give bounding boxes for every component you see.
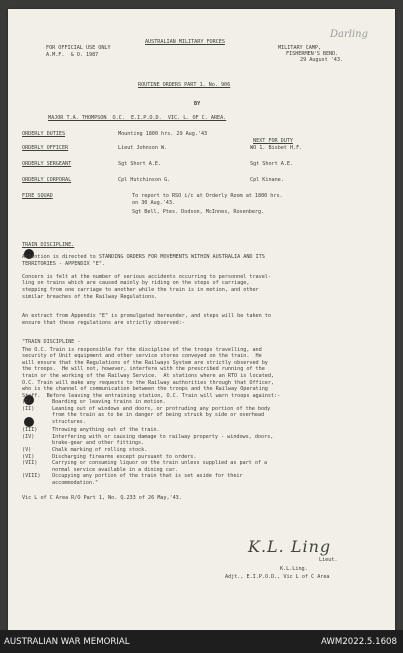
list-item-text: Carrying or consuming liquor on the train unless supplied as part of a xyxy=(52,460,268,467)
form-reference: A.M.F. & O. 1987 xyxy=(46,52,99,58)
body-line: who is the channel of communication between the troops and the Railway Operating xyxy=(22,386,268,393)
body-line: train or the working of the Railway Service. At stations where an RTO is located, xyxy=(22,373,274,379)
camp-location: FISHERMEN'S BEND. xyxy=(286,51,339,57)
official-use-label: FOR OFFICIAL USE ONLY xyxy=(46,45,111,51)
body-line: security of Unit equipment and other service stores conveyed on the train. He xyxy=(22,353,262,360)
body-line: ensure that these regulations are strictly observed:- xyxy=(22,319,185,326)
punch-hole-lower xyxy=(24,417,34,427)
list-item-text: from the train as to be in danger of being struck by side or overhead xyxy=(52,412,265,419)
list-item-number: (V) xyxy=(22,447,32,453)
fire-squad-line-1: To report to RSO i/c at Orderly Room at 1800 hrs. xyxy=(132,193,283,199)
list-item-number: (IV) xyxy=(22,433,35,440)
body-line: the troops. He will not, however, interfere with the prescribed running of the xyxy=(22,366,265,373)
body-line: O.C. Train will make any requests to the Railway authorities through that Officer, xyxy=(22,379,274,386)
list-item-text: Discharging firearms except pursuant to orders. xyxy=(52,453,197,460)
footer-accession-number: AWM2022.5.1608 xyxy=(321,637,397,647)
list-item-text: accommodation." xyxy=(52,480,99,486)
list-item-text: structures. xyxy=(52,418,86,425)
list-item-number: (VII) xyxy=(22,460,38,467)
document-date: 29 August '43. xyxy=(300,57,344,63)
body-line: The O.C. Train is responsible for the discipline of the troops travelling, and xyxy=(22,346,262,353)
footer-bar xyxy=(0,630,403,653)
fire-squad-line-2: on 30 Aug.'43. xyxy=(132,200,176,206)
document-title: ROUTINE ORDERS PART 1. No. 906 xyxy=(138,82,231,88)
fire-squad-label: FIRE SQUAD xyxy=(22,193,53,199)
list-item-number: (VIII) xyxy=(22,473,41,480)
body-line: Attention is directed to STANDING ORDERS FOR MOVEMENTS WITHIN AUSTRALIA AND ITS xyxy=(22,254,265,260)
orderly-sergeant-label: ORDERLY SERGEANT xyxy=(22,161,72,167)
handwritten-signature: K.L. Ling xyxy=(248,537,332,556)
orderly-officer-next: WO 1. Bisbet H.F. xyxy=(250,145,303,151)
footer-institution: AUSTRALIAN WAR MEMORIAL xyxy=(4,637,130,647)
orderly-officer-current: Lieut Johnson W. xyxy=(118,145,168,151)
camp-label: MILITARY CAMP, xyxy=(278,45,322,51)
list-item-number: (III) xyxy=(22,427,38,433)
body-line: stepping from one carriage to another while the train is in motion, and other xyxy=(22,287,259,293)
order-reference: Vic L of C Area R/O Part 1, No. Q.233 of 26 May,'43. xyxy=(22,495,182,501)
body-line: ling on trains which are caused mainly by riding on the steps of carriage, xyxy=(22,280,250,287)
by-heading: BY xyxy=(194,101,201,107)
fire-squad-line-3: Sgt Bell, Ptes. Dodson, McInnes, Rosenberg. xyxy=(132,209,265,215)
list-item-text: normal service available in a dining car. xyxy=(52,466,178,473)
list-item-number: (II) xyxy=(22,405,35,412)
body-line: TERRITORIES - APPENDIX "E". xyxy=(22,260,105,267)
list-item-number: (I) xyxy=(22,399,32,405)
signatory-rank: Lieut. xyxy=(319,557,338,563)
list-item-text: Occupying any portion of the train that is set aside for their xyxy=(52,473,243,480)
list-item-text: Interfering with or causing damage to railway property - windows, doors, xyxy=(52,433,274,440)
list-item-text: brake-gear and other fittings. xyxy=(52,440,145,447)
mounting-time: Mounting 1800 hrs. 29 Aug.'43 xyxy=(118,131,208,137)
body-line: Staff. Before leaving the entraining station, O.C. Train will warn troops against:- xyxy=(22,392,281,399)
orderly-sergeant-current: Sgt Short A.E. xyxy=(118,161,162,167)
list-item-text: Throwing anything out of the train. xyxy=(52,427,160,433)
list-item-text: Boarding or leaving trains in motion. xyxy=(52,399,166,405)
body-line: Concern is felt at the number of serious accidents occurring to personnel travel- xyxy=(22,273,271,280)
document-page xyxy=(8,9,395,630)
body-line: "TRAIN DISCIPLINE - xyxy=(22,339,81,345)
force-heading: AUSTRALIAN MILITARY FORCES xyxy=(145,39,225,45)
next-for-duty-heading: NEXT FOR DUTY xyxy=(253,138,293,144)
orderly-sergeant-next: Sgt Short A.E. xyxy=(250,161,294,167)
orderly-duties-label: ORDERLY DUTIES xyxy=(22,131,66,137)
body-line: similar breaches of the Railway Regulations. xyxy=(22,293,158,300)
orderly-corporal-label: ORDERLY CORPORAL xyxy=(22,177,72,183)
orderly-corporal-current: Cpl Hutchinson G. xyxy=(118,177,171,183)
body-line: will ensure that the Regulations of the Railways System are strictly observed by xyxy=(22,359,268,366)
list-item-number: (VI) xyxy=(22,453,35,460)
list-item-text: Chalk marking of rolling stock. xyxy=(52,447,148,453)
pencil-annotation: Darling xyxy=(330,29,368,40)
orderly-officer-label: ORDERLY OFFICER xyxy=(22,145,69,151)
body-line: An extract from Appendix "E" is promulgated hereunder, and steps will be taken to xyxy=(22,313,271,319)
orderly-corporal-next: Cpl Kinane. xyxy=(250,177,284,183)
signatory-name: K.L.Ling. xyxy=(280,566,308,572)
signatory-appointment: Adjt., E.I.P.O.D., Vic L of C Area xyxy=(225,574,330,580)
issuing-officer: MAJOR T.A. THOMPSON O.C. E.I.P.O.D. VIC. L. OF C. AREA. xyxy=(48,115,227,121)
section-title: TRAIN DISCIPLINE. xyxy=(22,242,75,248)
list-item-text: Leaning out of windows and doors, or protruding any portion of the body xyxy=(52,405,271,412)
